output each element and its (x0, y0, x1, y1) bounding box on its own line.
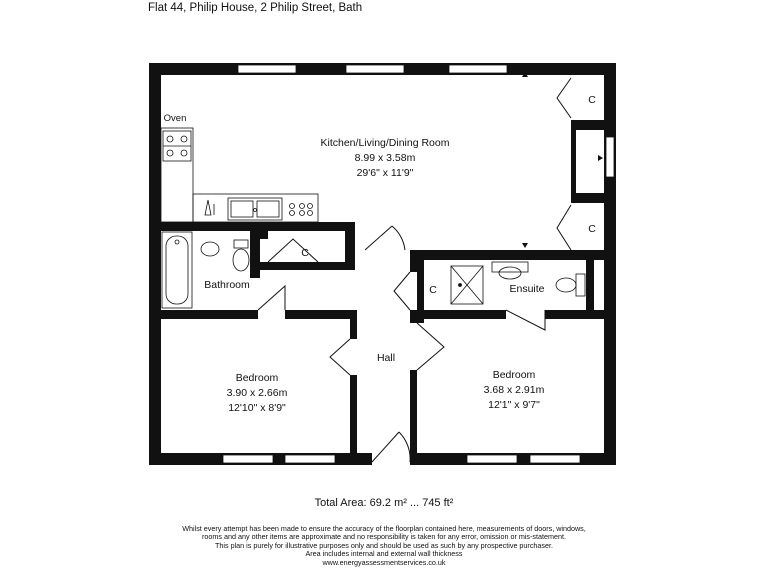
ensuite-name: Ensuite (509, 283, 545, 295)
disclaimer-line: Whilst every attempt has been made to ensure the accuracy of the floorplan contained here, measurements of doors, windows, (182, 524, 586, 533)
bedroom-right-name: Bedroom (492, 369, 536, 381)
disclaimer-website: www.energyassessmentservices.co.uk (322, 557, 446, 567)
bath-icon (162, 232, 192, 308)
tap-icon (205, 200, 214, 215)
disclaimer (0, 525, 768, 567)
ensuite-toilet-icon (556, 274, 585, 296)
bedroom-left-metric: 3.90 x 2.66m (226, 387, 288, 399)
bedroom-left-name: Bedroom (235, 372, 279, 384)
kitchen-metric: 8.99 x 3.58m (354, 152, 416, 164)
hall-name: Hall (376, 352, 396, 364)
counter-left (161, 128, 193, 222)
cupboard-label: C (588, 223, 596, 235)
walls (149, 63, 616, 465)
cupboard-label: C (301, 247, 309, 259)
cupboard-label: C (588, 94, 596, 106)
bedroom-right-imperial: 12'1" x 9'7" (488, 399, 540, 411)
cupboard-label: C (429, 284, 437, 296)
bedroom-right-metric: 3.68 x 2.91m (483, 384, 545, 396)
toilet-icon (233, 240, 249, 271)
plan-title: Flat 44, Philip House, 2 Philip Street, Bath (148, 2, 363, 14)
total-area: Total Area: 69.2 m² ... 745 ft² (314, 497, 454, 509)
oven-label: Oven (163, 113, 187, 124)
hob-icon (290, 204, 313, 216)
shower-icon (451, 266, 483, 304)
basin-icon (201, 242, 219, 256)
kitchen-name: Kitchen/Living/Dining Room (320, 137, 450, 149)
sink-icon (228, 198, 282, 220)
disclaimer-line: This plan is purely for illustrative purposes only and should be used as such by any prospective purchaser. (215, 540, 553, 550)
ensuite-basin-icon (492, 262, 528, 279)
disclaimer-line: Area includes internal and external wall thickness (305, 549, 463, 559)
kitchen-imperial: 29'6" x 11'9" (356, 167, 414, 179)
disclaimer-line: rooms and any other items are approximate and no responsibility is taken for any error, omission or mis-statement. (202, 532, 566, 542)
oven-hob-icon (163, 131, 191, 161)
bedroom-left-imperial: 12'10" x 8'9" (228, 402, 286, 414)
bathroom-name: Bathroom (204, 279, 250, 291)
